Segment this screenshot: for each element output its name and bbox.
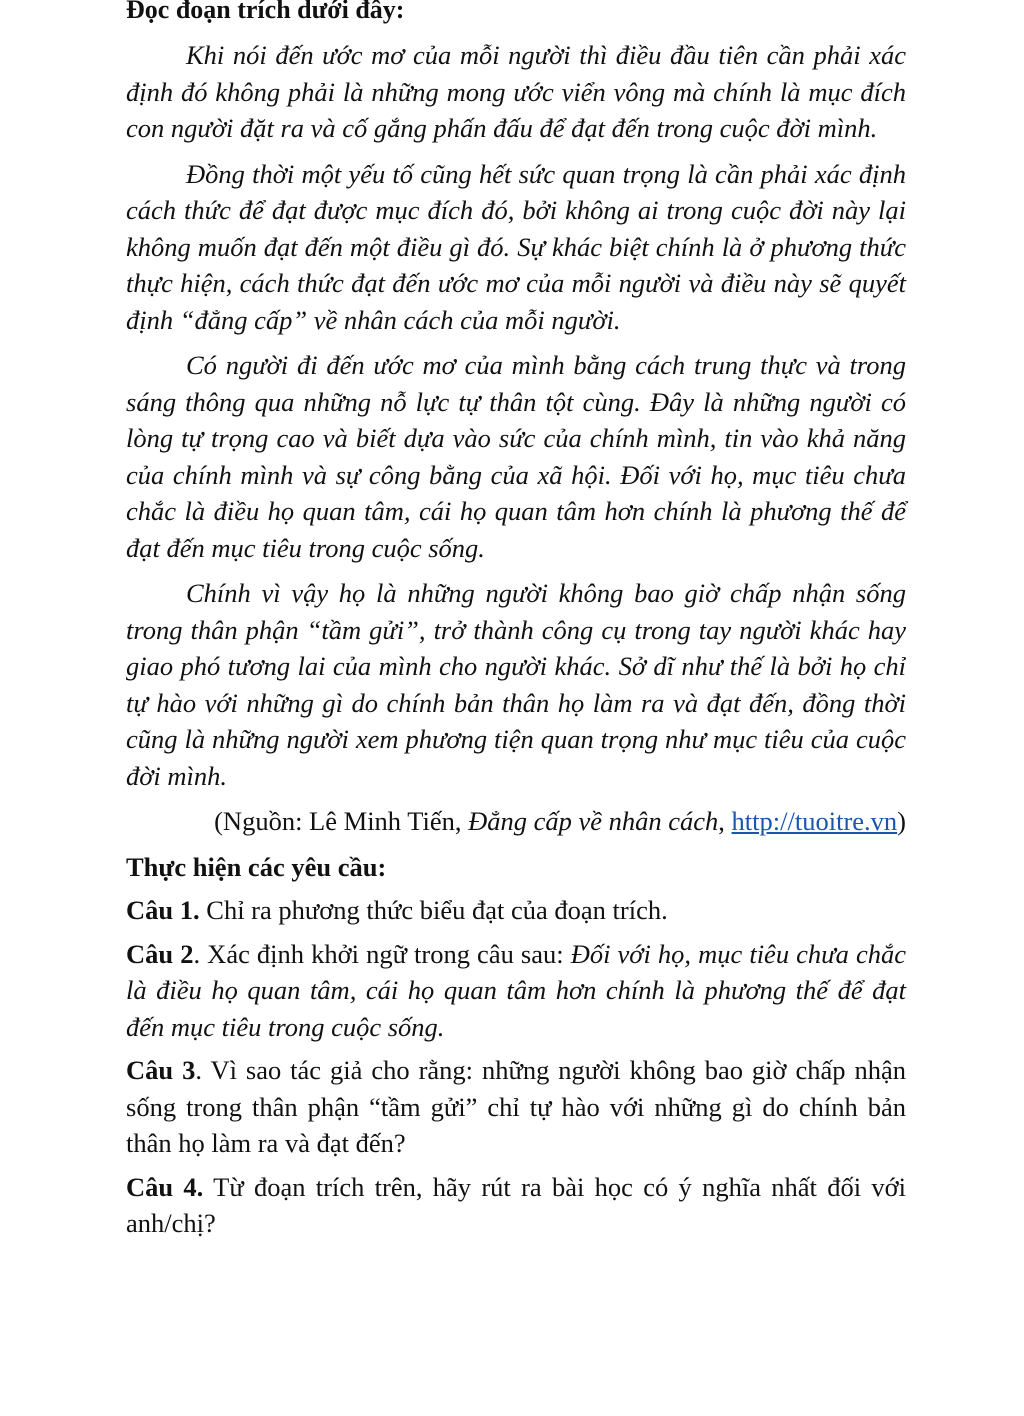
question-1-text: Chỉ ra phương thức biểu đạt của đoạn trích. (199, 895, 668, 925)
question-4-text: Từ đoạn trích trên, hãy rút ra bài học có ý nghĩa nhất đối với anh/chị? (126, 1171, 906, 1238)
question-2-text: . Xác định khởi ngữ trong câu sau: (193, 938, 571, 969)
document-page (126, 0, 906, 1249)
question-3-label: Câu 3 (126, 1055, 196, 1085)
source-separator: , (718, 806, 732, 836)
question-4-label: Câu 4. (126, 1171, 204, 1202)
question-3 (126, 1052, 906, 1162)
reading-heading: Đọc đoạn trích dưới đây: (126, 0, 405, 24)
question-3-text: . Vì sao tác giả cho rằng: những người không bao giờ chấp nhận sống trong thân phận “tầm gửi” chỉ tự hào với những gì do chính bản thân họ làm ra và đạt đến? (126, 1055, 906, 1158)
source-title: Đẳng cấp về nhân cách (468, 806, 719, 836)
source-link[interactable]: http://tuoitre.vn (731, 806, 898, 836)
question-1 (126, 892, 906, 929)
question-4 (126, 1169, 906, 1242)
requirements-title: Thực hiện các yêu cầu: (126, 851, 387, 882)
question-2 (126, 936, 906, 1046)
excerpt-paragraph-4: Chính vì vậy họ là những người không bao giờ chấp nhận sống trong thân phận “tầm gửi”, trở thành công cụ trong tay người khác hay giao phó tương lai của mình cho người khác. Sở dĩ như thế là bởi họ chỉ tự hào với những gì do chính bản thân họ làm ra và đạt đến, đồng thời cũng là những người xem phương tiện quan trọng như mục tiêu của cuộc đời mình. (126, 578, 906, 791)
source-citation (126, 803, 906, 840)
excerpt-paragraph-3: Có người đi đến ước mơ của mình bằng cách trung thực và trong sáng thông qua những nỗ lực tự thân tột cùng. Đây là những người có lòng tự trọng cao và biết dựa vào sức của chính mình, tin vào khả năng của chính mình và sự công bằng của xã hội. Đối với họ, mục tiêu chưa chắc là điều họ quan tâm, cái họ quan tâm hơn chính là phương thế để đạt đến mục tiêu trong cuộc sống. (126, 350, 906, 563)
source-prefix: (Nguồn: Lê Minh Tiến, (214, 806, 469, 836)
excerpt-paragraph-2: Đồng thời một yếu tố cũng hết sức quan trọng là cần phải xác định cách thức để đạt được mục đích đó, bởi không ai trong cuộc đời này lại không muốn đạt đến một điều gì đó. Sự khác biệt chính là ở phương thức thực hiện, cách thức đạt đến ước mơ của mỗi người và điều này sẽ quyết định “đẳng cấp” về nhân cách của mỗi người. (126, 158, 906, 335)
excerpt-paragraph-1: Khi nói đến ước mơ của mỗi người thì điều đầu tiên cần phải xác định đó không phải là những mong ước viển vông mà chính là mục đích con người đặt ra và cố gắng phấn đấu để đạt đến trong cuộc đời mình. (126, 40, 906, 143)
question-2-label: Câu 2 (126, 938, 194, 969)
question-1-label: Câu 1. (126, 895, 200, 925)
question-2-quoted-sentence: Đối với họ, mục tiêu chưa chắc là điều họ quan tâm, cái họ quan tâm hơn chính là phương thế để đạt đến mục tiêu trong cuộc sống. (126, 938, 906, 1042)
source-suffix: ) (897, 806, 906, 836)
